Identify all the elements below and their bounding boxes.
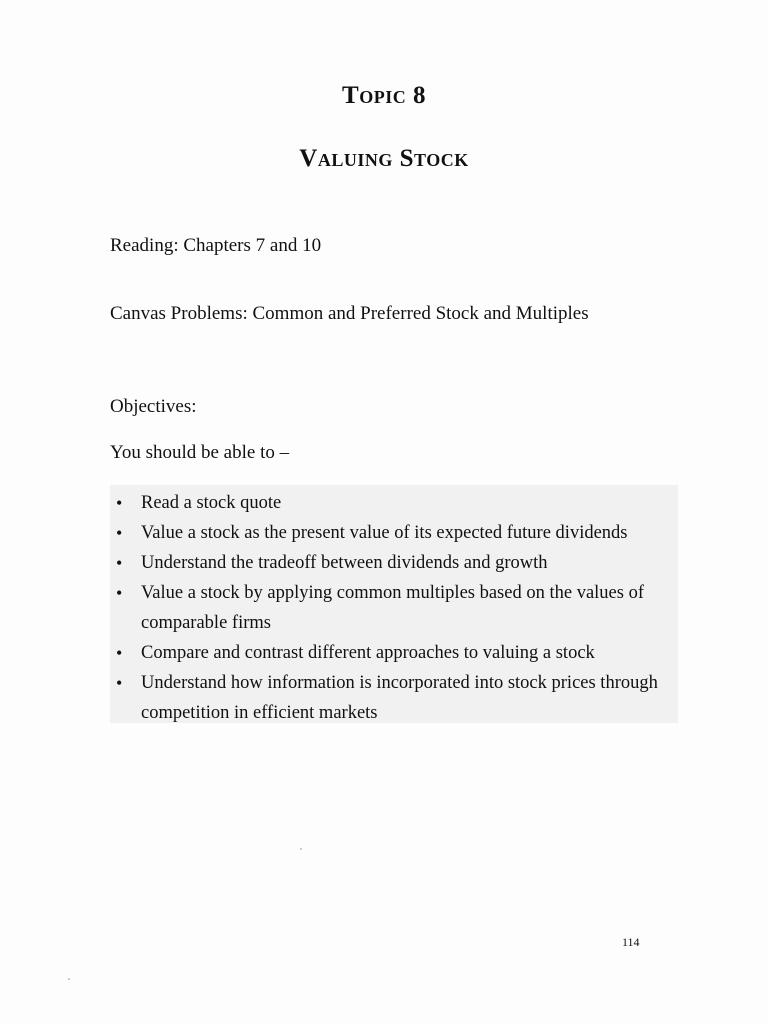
objective-text: Understand how information is incorporated into stock prices through competition in efficient markets <box>141 673 658 723</box>
objective-text: Value a stock by applying common multiples based on the values of comparable firms <box>141 583 644 633</box>
bullet-icon: • <box>116 643 123 663</box>
bullet-icon: • <box>116 493 123 513</box>
bullet-icon: • <box>116 583 123 603</box>
page-number: 114 <box>622 935 640 949</box>
objective-item <box>116 488 676 518</box>
objective-text: Value a stock as the present value of its expected future dividends <box>141 523 628 543</box>
objective-item <box>116 668 676 728</box>
bullet-icon: • <box>116 523 123 543</box>
objective-item <box>116 518 676 548</box>
objectives-intro: You should be able to – <box>110 442 290 463</box>
topic-subtitle: Valuing Stock <box>299 145 469 172</box>
bullet-icon: • <box>116 553 123 573</box>
objective-item <box>116 578 676 638</box>
objective-item <box>116 638 676 668</box>
objective-item <box>116 548 676 578</box>
objective-text: Understand the tradeoff between dividends and growth <box>141 553 548 573</box>
topic-title: Topic 8 <box>342 82 426 109</box>
canvas-problems-line: Canvas Problems: Common and Preferred Stock and Multiples <box>110 303 589 324</box>
objectives-list <box>116 488 676 728</box>
scan-speck <box>68 978 70 980</box>
objectives-heading: Objectives: <box>110 396 197 417</box>
reading-line: Reading: Chapters 7 and 10 <box>110 235 322 256</box>
objective-text: Compare and contrast different approaches to valuing a stock <box>141 643 595 663</box>
objective-text: Read a stock quote <box>141 493 282 513</box>
bullet-icon: • <box>116 673 123 693</box>
scan-speck <box>300 848 302 850</box>
